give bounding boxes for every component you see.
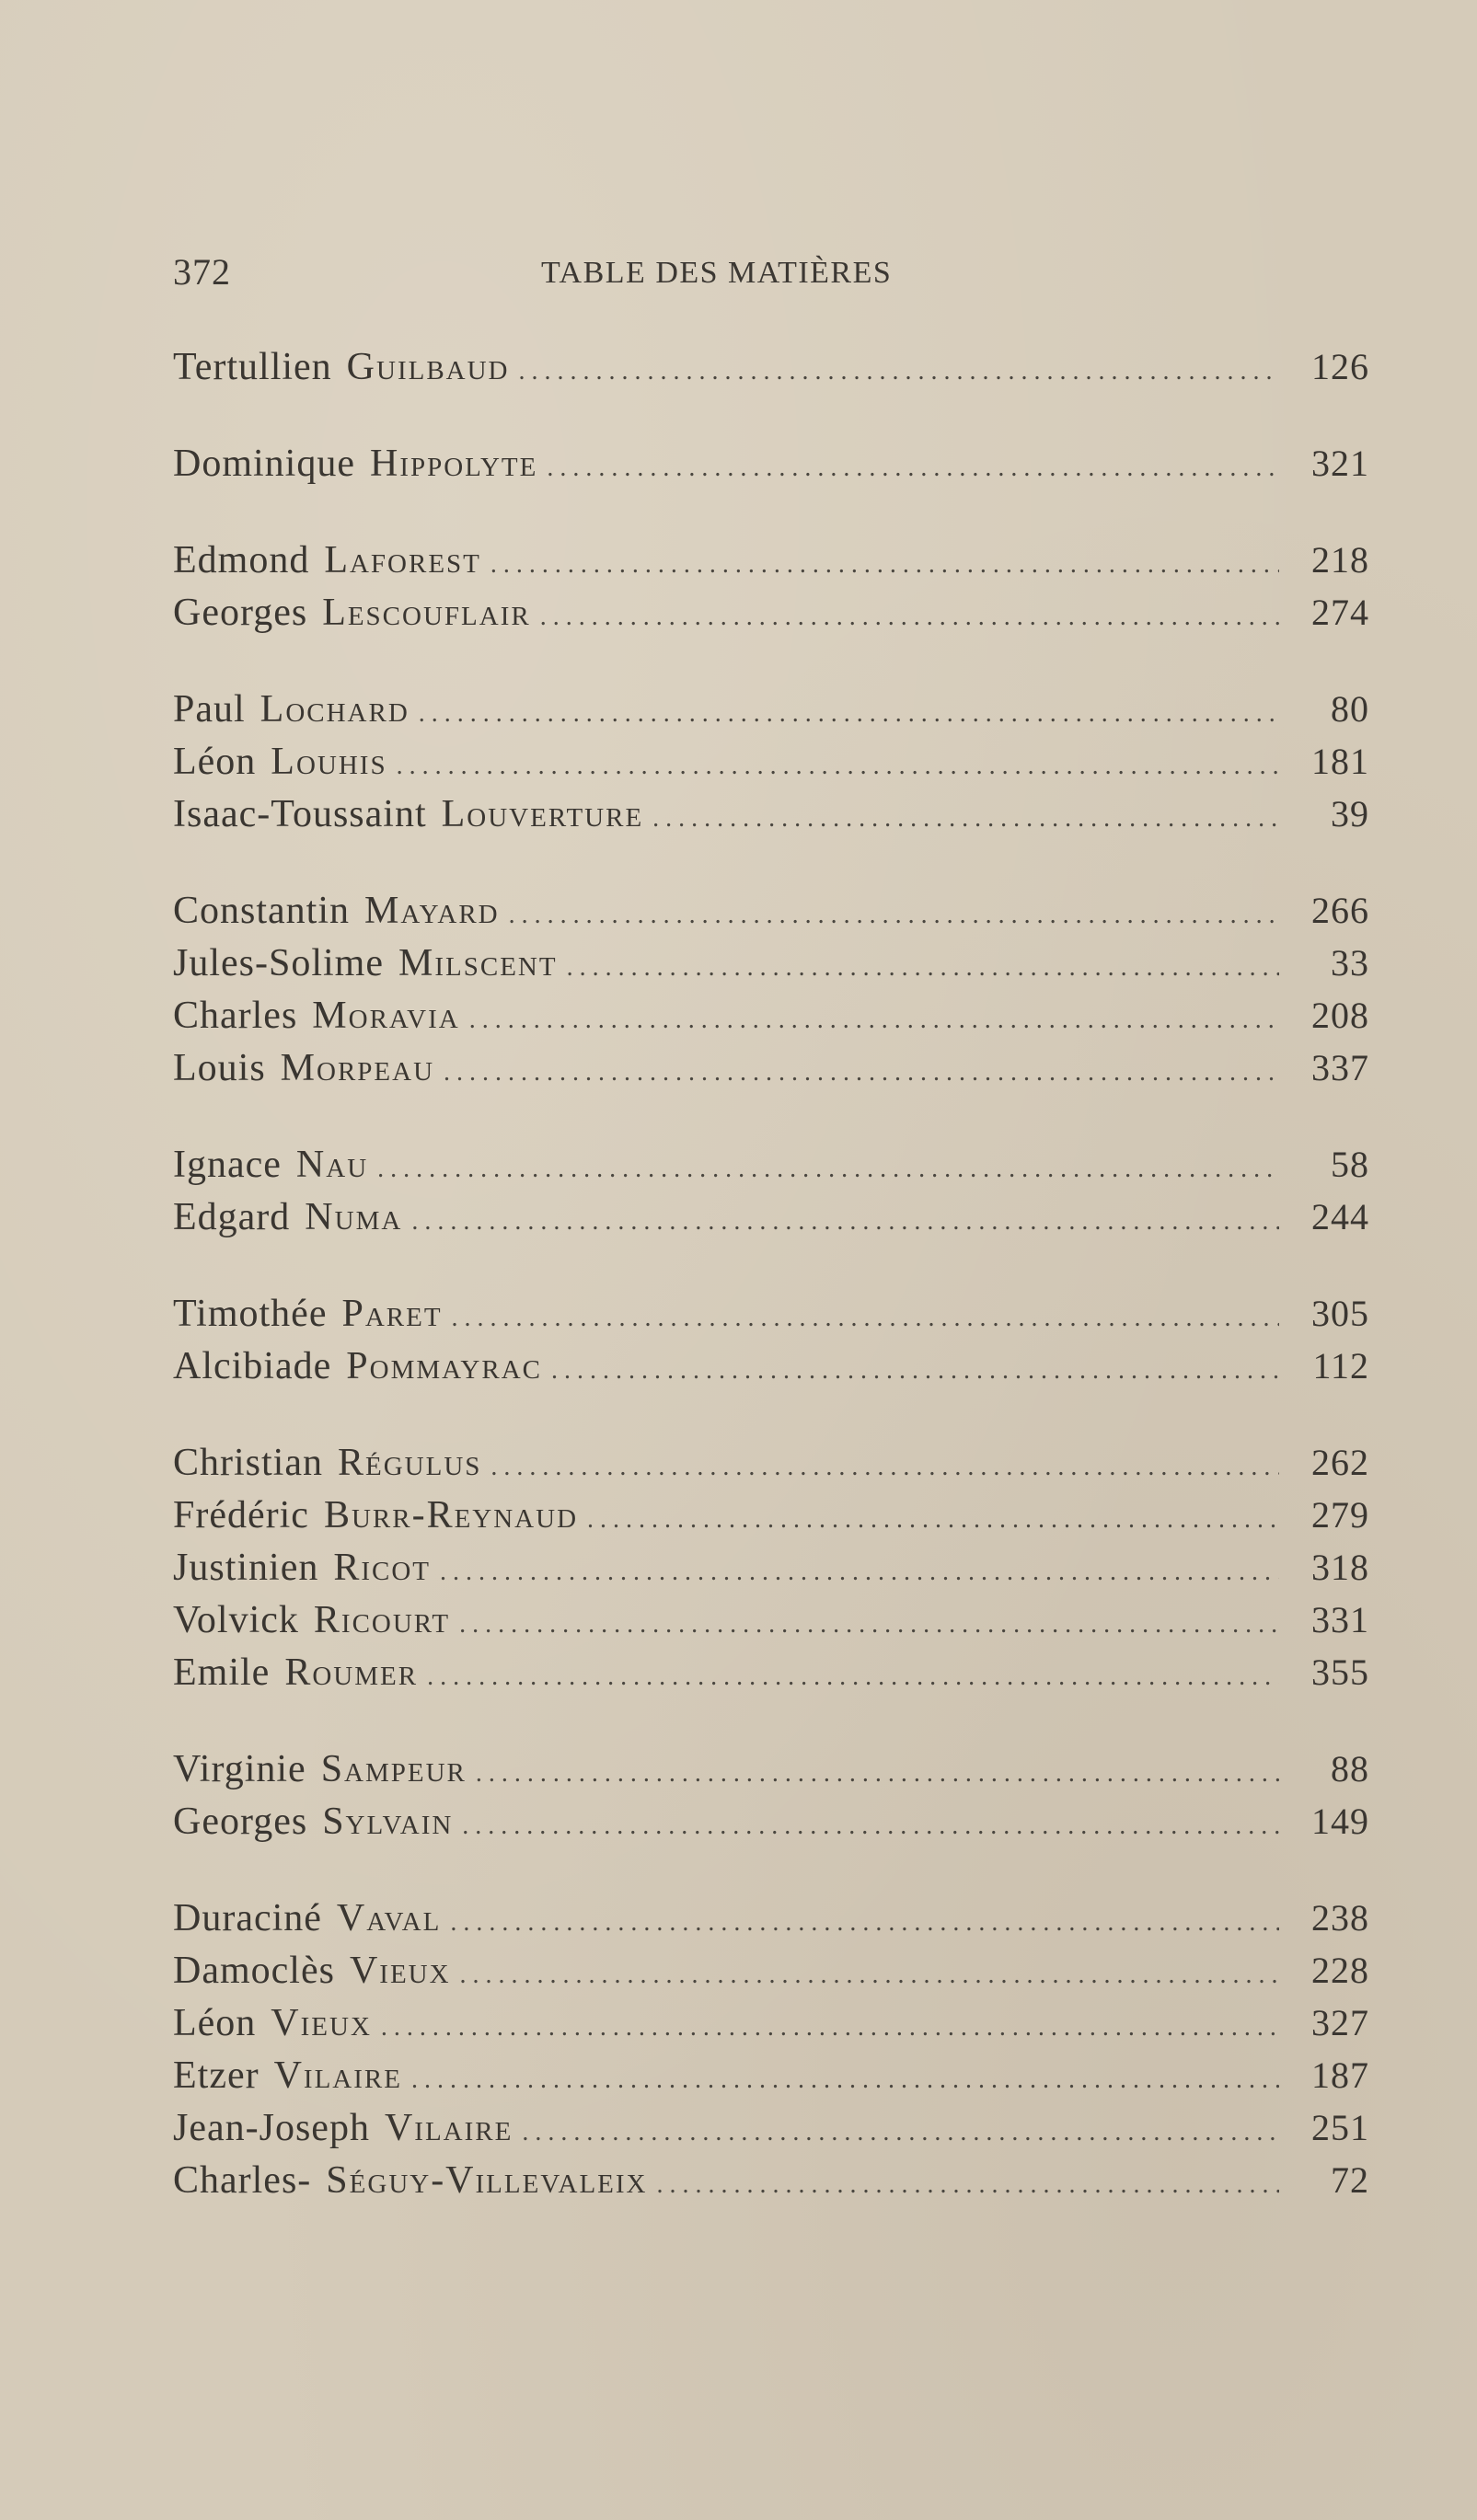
toc-entry: [173, 1344, 1369, 1397]
toc-entry: [173, 1651, 1369, 1703]
page-title: TABLE DES MATIÈRES: [541, 256, 893, 290]
entry-page-number: 327: [1311, 2002, 1369, 2043]
author-first-name: Alcibiade: [173, 1345, 332, 1387]
author-first-name: Isaac-Toussaint: [173, 793, 427, 835]
author-first-name: Louis: [173, 1047, 266, 1089]
author-last-name: Mayard: [364, 890, 500, 932]
entry-page-number: 331: [1311, 1599, 1369, 1640]
toc-group: [173, 538, 1369, 643]
author-last-name: Louhis: [271, 741, 387, 783]
dot-leader: [462, 1812, 1279, 1841]
toc-group: [173, 687, 1369, 845]
entry-page-number: 355: [1311, 1651, 1369, 1693]
toc-entry: [173, 1800, 1369, 1852]
author-first-name: Virginie: [173, 1748, 306, 1790]
toc-entry: [173, 1493, 1369, 1546]
toc-entry: [173, 941, 1369, 994]
dot-leader: [469, 1006, 1279, 1035]
entry-page-number: 251: [1311, 2107, 1369, 2148]
author-first-name: Georges: [173, 1801, 308, 1843]
author-last-name: Séguy-Villevaleix: [326, 2159, 648, 2202]
dot-leader: [490, 1453, 1279, 1482]
author-first-name: Jean-Joseph: [173, 2107, 370, 2149]
entry-page-number: 80: [1331, 688, 1369, 730]
entry-page-number: 238: [1311, 1897, 1369, 1939]
entry-page-number: 318: [1311, 1547, 1369, 1588]
dot-leader: [652, 804, 1279, 834]
author-last-name: Louverture: [441, 793, 644, 835]
entry-page-number: 279: [1311, 1494, 1369, 1536]
dot-leader: [427, 1663, 1279, 1692]
running-head: [173, 250, 1369, 302]
author-last-name: Moravia: [312, 995, 460, 1037]
author-first-name: Constantin: [173, 890, 351, 932]
author-first-name: Edmond: [173, 539, 310, 581]
entry-page-number: 218: [1311, 539, 1369, 581]
toc-group: [173, 1896, 1369, 2211]
toc-entry: [173, 1896, 1369, 1949]
toc-entry: [173, 1143, 1369, 1195]
toc-entry: [173, 1292, 1369, 1344]
toc-entry: [173, 1949, 1369, 2001]
author-last-name: Vaval: [336, 1897, 442, 1939]
toc-entry: [173, 740, 1369, 792]
author-first-name: Dominique: [173, 443, 355, 485]
entry-page-number: 33: [1331, 942, 1369, 984]
dot-leader: [519, 357, 1280, 386]
toc-entry: [173, 1195, 1369, 1248]
dot-leader: [411, 1207, 1279, 1237]
author-first-name: Edgard: [173, 1196, 291, 1238]
author-last-name: Vieux: [349, 1950, 451, 1992]
author-last-name: Milscent: [398, 942, 558, 984]
author-first-name: Emile: [173, 1651, 271, 1694]
entry-page-number: 262: [1311, 1442, 1369, 1483]
author-first-name: Georges: [173, 592, 308, 634]
toc-entry: [173, 792, 1369, 845]
toc-group: [173, 345, 1369, 397]
entry-page-number: 321: [1311, 443, 1369, 484]
toc-group: [173, 1441, 1369, 1703]
author-last-name: Guilbaud: [346, 346, 510, 388]
toc-entry: [173, 1598, 1369, 1651]
entry-page-number: 266: [1311, 890, 1369, 931]
author-last-name: Paret: [341, 1293, 443, 1335]
toc-entry: [173, 1046, 1369, 1099]
toc-entry: [173, 2106, 1369, 2158]
author-last-name: Nau: [295, 1144, 369, 1186]
dot-leader: [450, 1908, 1279, 1938]
author-first-name: Christian: [173, 1442, 323, 1484]
author-first-name: Volvick: [173, 1599, 299, 1641]
toc-entry: [173, 2001, 1369, 2054]
author-last-name: Roumer: [284, 1651, 419, 1694]
dot-leader: [509, 901, 1279, 930]
author-last-name: Hippolyte: [369, 443, 538, 485]
author-last-name: Numa: [305, 1196, 403, 1238]
entry-page-number: 244: [1311, 1196, 1369, 1237]
entry-page-number: 228: [1311, 1950, 1369, 1991]
author-last-name: Laforest: [324, 539, 481, 581]
dot-leader: [411, 2065, 1279, 2095]
dot-leader: [459, 1610, 1279, 1640]
entry-page-number: 305: [1311, 1293, 1369, 1334]
entry-page-number: 337: [1311, 1047, 1369, 1088]
entry-page-number: 181: [1311, 741, 1369, 782]
author-first-name: Jules-Solime: [173, 942, 384, 984]
author-first-name: Damoclès: [173, 1950, 335, 1992]
author-last-name: Vilaire: [273, 2054, 402, 2097]
toc-entry: [173, 345, 1369, 397]
author-first-name: Tertullien: [173, 346, 332, 388]
dot-leader: [460, 1961, 1279, 1990]
author-last-name: Vieux: [271, 2002, 372, 2044]
entry-page-number: 126: [1311, 346, 1369, 387]
entry-page-number: 208: [1311, 995, 1369, 1036]
author-first-name: Timothée: [173, 1293, 328, 1335]
dot-leader: [567, 953, 1279, 983]
entry-page-number: 187: [1311, 2054, 1369, 2096]
toc-group: [173, 1747, 1369, 1852]
entry-page-number: 149: [1311, 1801, 1369, 1842]
toc-entry: [173, 538, 1369, 591]
dot-leader: [547, 454, 1279, 483]
entry-page-number: 58: [1331, 1144, 1369, 1185]
author-first-name: Paul: [173, 688, 246, 731]
entry-page-number: 72: [1331, 2159, 1369, 2201]
author-last-name: Morpeau: [280, 1047, 435, 1089]
table-of-contents: [173, 345, 1369, 2255]
toc-entry: [173, 1441, 1369, 1493]
dot-leader: [419, 699, 1279, 729]
toc-entry: [173, 687, 1369, 740]
author-last-name: Pommayrac: [346, 1345, 542, 1387]
author-first-name: Etzer: [173, 2054, 260, 2097]
author-last-name: Lescouflair: [322, 592, 531, 634]
dot-leader: [657, 2170, 1280, 2200]
toc-entry: [173, 442, 1369, 494]
dot-leader: [440, 1558, 1279, 1587]
dot-leader: [397, 752, 1279, 781]
author-last-name: Ricourt: [313, 1599, 451, 1641]
author-first-name: Duraciné: [173, 1897, 322, 1939]
author-last-name: Régulus: [338, 1442, 482, 1484]
author-last-name: Burr-Reynaud: [323, 1494, 579, 1536]
dot-leader: [444, 1058, 1279, 1087]
dot-leader: [587, 1505, 1279, 1535]
toc-group: [173, 889, 1369, 1099]
author-last-name: Sylvain: [322, 1801, 454, 1843]
page-number: 372: [173, 251, 231, 293]
dot-leader: [551, 1356, 1279, 1386]
author-last-name: Lochard: [260, 688, 410, 731]
entry-page-number: 274: [1311, 592, 1369, 633]
toc-group: [173, 1143, 1369, 1248]
entry-page-number: 88: [1331, 1748, 1369, 1789]
author-first-name: Charles: [173, 995, 298, 1037]
toc-entry: [173, 889, 1369, 941]
author-last-name: Ricot: [333, 1547, 432, 1589]
toc-group: [173, 1292, 1369, 1397]
author-first-name: Justinien: [173, 1547, 319, 1589]
dot-leader: [377, 1155, 1279, 1184]
entry-page-number: 39: [1331, 793, 1369, 834]
author-first-name: Charles-: [173, 2159, 312, 2202]
author-first-name: Léon: [173, 741, 257, 783]
toc-entry: [173, 591, 1369, 643]
toc-entry: [173, 2054, 1369, 2106]
toc-entry: [173, 2158, 1369, 2211]
author-last-name: Sampeur: [320, 1748, 467, 1790]
dot-leader: [490, 550, 1279, 580]
author-first-name: Ignace: [173, 1144, 282, 1186]
toc-entry: [173, 994, 1369, 1046]
toc-entry: [173, 1747, 1369, 1800]
entry-page-number: 112: [1312, 1345, 1369, 1387]
dot-leader: [476, 1759, 1279, 1789]
dot-leader: [540, 603, 1279, 632]
dot-leader: [452, 1304, 1279, 1333]
author-last-name: Vilaire: [384, 2107, 513, 2149]
dot-leader: [522, 2118, 1279, 2147]
dot-leader: [381, 2013, 1279, 2042]
author-first-name: Frédéric: [173, 1494, 309, 1536]
author-first-name: Léon: [173, 2002, 257, 2044]
toc-group: [173, 442, 1369, 494]
toc-entry: [173, 1546, 1369, 1598]
